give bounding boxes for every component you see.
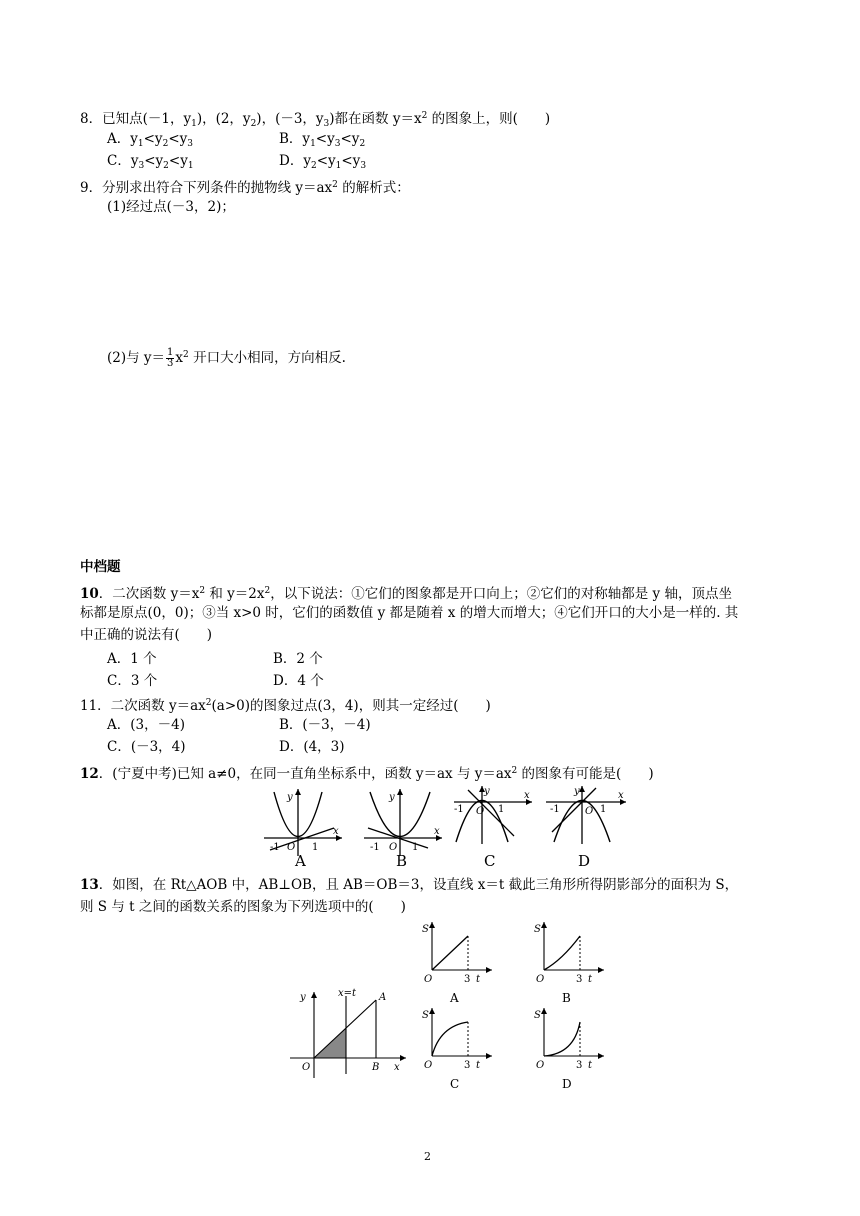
svg-text:x=t: x=t bbox=[338, 988, 357, 999]
svg-text:C: C bbox=[450, 1077, 460, 1091]
svg-text:O: O bbox=[389, 842, 398, 853]
svg-text:A: A bbox=[379, 992, 387, 1003]
svg-text:O: O bbox=[424, 1060, 433, 1071]
svg-text:B: B bbox=[372, 1062, 380, 1073]
q11-option-b: B．(－3，－4) bbox=[279, 717, 371, 733]
section-heading: 中档题 bbox=[80, 559, 121, 575]
svg-text:B: B bbox=[562, 991, 571, 1005]
svg-text:1: 1 bbox=[600, 804, 607, 815]
svg-text:D: D bbox=[578, 852, 591, 870]
svg-text:B: B bbox=[396, 852, 408, 870]
q10-option-b: B．2 个 bbox=[273, 651, 323, 667]
svg-text:t: t bbox=[588, 974, 593, 985]
page-number: 2 bbox=[424, 1150, 431, 1163]
q8-option-d: D．$y_2<y_1<y_3$ bbox=[279, 153, 367, 171]
svg-text:A: A bbox=[295, 852, 306, 870]
q12-graph-b bbox=[362, 786, 444, 870]
q13-graph-d bbox=[530, 1004, 610, 1090]
q10-option-c: C．3 个 bbox=[107, 673, 158, 689]
q12-graph-c bbox=[452, 784, 534, 870]
q9-part2: (2)与 y＝ $\frac{1}{3}$ $x^2$ 开口大小相同，方向相反. bbox=[107, 347, 346, 369]
svg-text:O: O bbox=[536, 1060, 545, 1071]
svg-text:C: C bbox=[484, 852, 496, 870]
svg-text:x: x bbox=[333, 826, 339, 837]
q8-option-c: C．$y_3<y_2<y_1$ bbox=[107, 153, 194, 171]
svg-text:O: O bbox=[287, 842, 296, 853]
svg-text:D: D bbox=[562, 1077, 572, 1091]
svg-text:3: 3 bbox=[464, 974, 471, 985]
svg-text:t: t bbox=[476, 1060, 481, 1071]
svg-text:1: 1 bbox=[312, 842, 319, 853]
svg-text:y: y bbox=[300, 992, 306, 1003]
svg-text:3: 3 bbox=[576, 1060, 583, 1071]
svg-text:3: 3 bbox=[464, 1060, 471, 1071]
svg-text:x: x bbox=[394, 1062, 400, 1073]
q10-line3: 中正确的说法有( ) bbox=[80, 627, 213, 643]
q13-line2: 则 S 与 t 之间的函数关系的图象为下列选项中的( ) bbox=[80, 899, 406, 915]
svg-text:S: S bbox=[422, 1010, 429, 1021]
q11-option-d: D．(4，3) bbox=[279, 739, 345, 755]
svg-text:1: 1 bbox=[498, 804, 505, 815]
svg-text:O: O bbox=[302, 1062, 311, 1073]
svg-text:O: O bbox=[585, 806, 594, 817]
q9-stem: 9．分别求出符合下列条件的抛物线 $y=ax^2$ 的解析式： bbox=[80, 180, 410, 196]
q8-option-a: A．$y_1<y_2<y_3$ bbox=[107, 131, 193, 149]
svg-text:3: 3 bbox=[576, 974, 583, 985]
svg-text:O: O bbox=[536, 974, 545, 985]
q10-line2: 标都是原点(0，0)；③当 x>0 时，它们的函数值 y 都是随着 x 的增大而增大；④它们开口的大小是一样的. 其 bbox=[80, 605, 739, 621]
svg-text:-1: -1 bbox=[550, 804, 560, 815]
q10-option-a: A．1 个 bbox=[107, 651, 157, 667]
q13-graph-c bbox=[418, 1004, 498, 1090]
svg-text:A: A bbox=[450, 991, 459, 1005]
svg-text:S: S bbox=[422, 924, 429, 935]
svg-text:-1: -1 bbox=[370, 842, 380, 853]
svg-text:S: S bbox=[534, 1010, 541, 1021]
q13-graph-b bbox=[530, 920, 610, 1006]
q11-option-c: C．(－3，4) bbox=[107, 739, 186, 755]
q8-option-b: B．$y_1<y_3<y_2$ bbox=[279, 131, 366, 149]
svg-text:-1: -1 bbox=[454, 804, 464, 815]
q13-line1: 13．如图，在 Rt△AOB 中，AB⊥OB，且 AB＝OB＝3，设直线 x＝t 截此三角形所得阴影部分的面积为 S， bbox=[80, 877, 739, 893]
svg-text:-1: -1 bbox=[270, 842, 280, 853]
q12-stem: 12．(宁夏中考)已知 a≠0，在同一直角坐标系中，函数 y＝ax 与 $y=ax^2$ 的图象有可能是( ) bbox=[80, 766, 654, 782]
svg-text:x: x bbox=[434, 826, 440, 837]
q12-graph-a bbox=[262, 786, 344, 870]
q13-graph-a bbox=[418, 920, 498, 1006]
svg-text:1: 1 bbox=[412, 842, 419, 853]
q13-triangle-figure bbox=[288, 988, 408, 1080]
q9-part1: (1)经过点(－3，2)； bbox=[107, 199, 235, 215]
svg-text:x: x bbox=[524, 790, 530, 801]
svg-text:y: y bbox=[484, 786, 490, 797]
q8-stem: 8．已知点(－1，$y_1$)，(2，$y_2$)，(－3，$y_3$)都在函数 $y=x^2$ 的图象上，则( ) bbox=[80, 111, 551, 129]
q11-stem: 11．二次函数 $y=ax^2(a>0)$的图象过点(3，4)，则其一定经过( ) bbox=[80, 698, 491, 714]
svg-text:O: O bbox=[424, 974, 433, 985]
q10-option-d: D．4 个 bbox=[273, 673, 324, 689]
svg-text:S: S bbox=[534, 924, 541, 935]
svg-text:t: t bbox=[476, 974, 481, 985]
svg-text:O: O bbox=[476, 806, 485, 817]
svg-text:y: y bbox=[287, 792, 293, 803]
q10-line1: 10．二次函数 $y=x^2$ 和 $y=2x^2$，以下说法：①它们的图象都是开口向上；②它们的对称轴都是 y 轴，顶点坐 bbox=[80, 586, 732, 602]
svg-text:t: t bbox=[588, 1060, 593, 1071]
q12-graph-d bbox=[544, 784, 628, 870]
svg-text:x: x bbox=[618, 790, 624, 801]
fraction: $\frac{1}{3}$ bbox=[167, 347, 174, 369]
q11-option-a: A．(3，－4) bbox=[107, 717, 185, 733]
svg-text:y: y bbox=[389, 792, 395, 803]
svg-text:y: y bbox=[574, 786, 580, 797]
